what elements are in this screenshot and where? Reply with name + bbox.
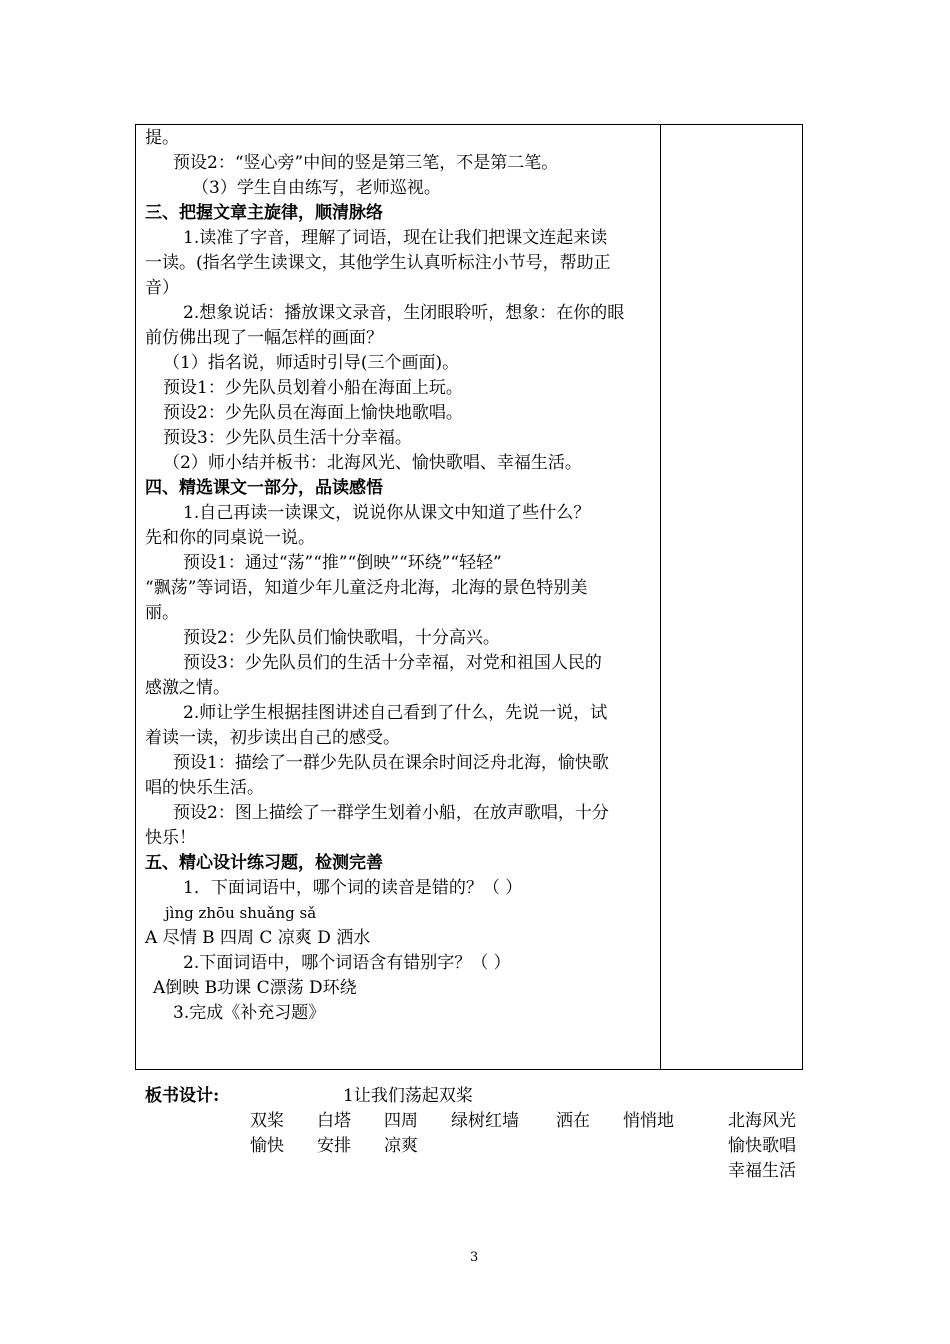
exercise-question-3: 3.完成《补充习题》	[173, 1003, 326, 1023]
text-line: 预设1：描绘了一群少先队员在课余时间泛舟北海，愉快歌	[173, 753, 609, 773]
board-title: 1让我们荡起双桨	[343, 1086, 473, 1106]
text-line: “飘荡”等词语，知道少年儿童泛舟北海，北海的景色特别美	[145, 578, 588, 598]
text-line: 预设2：“竖心旁”中间的竖是第三笔，不是第二笔。	[173, 153, 559, 173]
text-line: 音）	[145, 278, 179, 298]
text-line: 预设1：通过“荡”“推”“倒映”“环绕”“轻轻”	[183, 553, 502, 573]
board-summary: 北海风光	[728, 1111, 796, 1131]
exercise-question-1: 1．下面词语中，哪个词的读音是错的？（ ）	[183, 878, 523, 898]
text-line: 2.师让学生根据挂图讲述自己看到了什么，先说一说，试	[183, 703, 608, 723]
text-line: 预设2：少先队员在海面上愉快地歌唱。	[163, 403, 463, 423]
text-line: 预设3：少先队员们的生活十分幸福，对党和祖国人民的	[183, 653, 602, 673]
text-line: 先和你的同桌说一说。	[145, 528, 315, 548]
section-heading-5: 五、精心设计练习题，检测完善	[145, 853, 383, 873]
section-heading-3: 三、把握文章主旋律，顺清脉络	[145, 203, 383, 223]
text-line: 预设1：少先队员划着小船在海面上玩。	[163, 378, 463, 398]
board-summary: 愉快歌唱	[728, 1136, 796, 1156]
text-line: 1.读准了字音，理解了词语，现在让我们把课文连起来读	[183, 228, 608, 248]
text-line: （2）师小结并板书：北海风光、愉快歌唱、幸福生活。	[163, 453, 582, 473]
board-word: 四周	[384, 1111, 418, 1131]
text-line: 丽。	[145, 603, 179, 623]
text-line: 一读。(指名学生读课文，其他学生认真听标注小节号，帮助正	[145, 253, 611, 273]
text-line: 快乐！	[145, 828, 196, 848]
board-word: 愉快	[250, 1136, 284, 1156]
board-summary: 幸福生活	[728, 1161, 796, 1181]
text-line: 提。	[145, 128, 179, 148]
exercise-question-2: 2.下面词语中，哪个词语含有错别字？（ ）	[183, 953, 511, 973]
text-line: 2.想象说话：播放课文录音，生闭眼聆听，想象：在你的眼	[183, 303, 625, 323]
exercise-options-1: A 尽情 B 四周 C 凉爽 D 洒水	[145, 928, 371, 948]
text-line: 着读一读，初步读出自己的感受。	[145, 728, 400, 748]
text-line: 感激之情。	[145, 678, 230, 698]
text-line: 预设3：少先队员生活十分幸福。	[163, 428, 412, 448]
board-word: 双桨	[250, 1111, 284, 1131]
text-line: （3）学生自由练写，老师巡视。	[192, 178, 441, 198]
section-heading-4: 四、精选课文一部分，品读感悟	[145, 478, 383, 498]
pinyin-line: jìng zhōu shuǎng sǎ	[165, 904, 317, 922]
text-line: 预设2：图上描绘了一群学生划着小船，在放声歌唱，十分	[173, 803, 609, 823]
exercise-options-2: A倒映 B功课 C漂荡 D环绕	[153, 978, 357, 998]
page-number: 3	[470, 1250, 479, 1265]
board-word: 凉爽	[384, 1136, 418, 1156]
text-line: （1）指名说，师适时引导(三个画面)。	[163, 353, 460, 373]
board-word: 悄悄地	[623, 1111, 674, 1131]
board-word: 洒在	[556, 1111, 590, 1131]
text-line: 1.自己再读一读课文，说说你从课文中知道了些什么？	[183, 503, 591, 523]
text-line: 预设2：少先队员们愉快歌唱，十分高兴。	[183, 628, 500, 648]
text-line: 前仿佛出现了一幅怎样的画面？	[145, 328, 383, 348]
board-word: 白塔	[317, 1111, 351, 1131]
text-line: 唱的快乐生活。	[145, 778, 264, 798]
board-word: 安排	[317, 1136, 351, 1156]
board-design-label: 板书设计:	[145, 1086, 220, 1106]
column-divider	[660, 125, 661, 1069]
board-word: 绿树红墙	[451, 1111, 519, 1131]
